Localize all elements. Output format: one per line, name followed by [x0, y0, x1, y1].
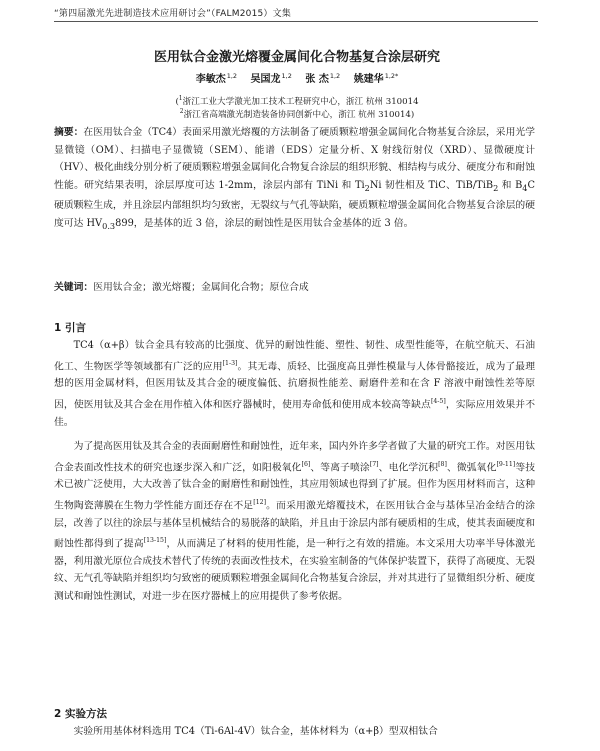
subscript: 0.3	[102, 220, 116, 231]
abstract	[54, 124, 535, 235]
paragraph-text: 。而采用激光熔覆技术，在医用钛合金与基体呈冶金结合的涂层，改善了以往的涂层与基体呈机械结合的易脱落的缺陷，并且由于涂层内部有硬质相的生成，使其表面硬度和耐蚀性都得到了提高	[54, 500, 536, 550]
paragraph-text: 、等离子喷涂	[310, 461, 370, 473]
methods-body: 实验所用基体材料选用 TC4（Ti-6Al-4V）钛合金，基体材料为（α+β）型双相钛合	[73, 726, 438, 737]
abstract-text: 和 B	[498, 179, 523, 191]
keywords	[54, 280, 535, 296]
affiliation-mark: 1	[178, 95, 183, 103]
paragraph	[54, 438, 535, 605]
author-name	[353, 71, 399, 85]
citation: [4-5]	[430, 397, 446, 405]
author-affiliation-mark: 1,2*	[384, 71, 399, 80]
paper-title: 医用钛合金激光熔覆金属间化合物基复合涂层研究	[153, 50, 440, 65]
citation: [7]	[369, 460, 379, 468]
paragraph-text: 为了提高医用钛及其合金的表面耐磨性和耐蚀性，近年来，国内外许多学者做了大量的研究工作。对医用钛合金表面改性技术的研究也逐步深入和广泛，如阳极氧化	[54, 441, 535, 473]
citation: [12]	[253, 498, 266, 506]
author-affiliation-mark: 1,2	[281, 71, 292, 80]
paragraph-text: 。其无毒、质轻、比强度高且弹性模量与人体骨骼接近，成为了最理想的医用金属材料，但医用钛及其合金的硬度偏低、抗磨损性能差、耐磨件差和在含 F 溶液中耐蚀性差等原因，使医用钛及其合金在用作植入体和医疗器械时，使用寿命低和使用成本较高等缺点	[54, 360, 536, 411]
author-name	[195, 71, 238, 85]
subscript: 4	[522, 182, 528, 193]
paragraph-text: 、电化学沉积	[378, 461, 439, 473]
author-name-text: 姚建华	[353, 74, 384, 85]
author-name-text: 李敏杰	[195, 74, 226, 85]
abstract-label: 摘要：	[54, 127, 84, 138]
author-affiliation-mark: 1,2	[329, 71, 341, 80]
citation: [1-3]	[222, 359, 238, 367]
subscript: 2	[493, 182, 499, 193]
author-name	[305, 71, 341, 85]
author-affiliation-mark: 1,2	[226, 71, 238, 80]
citation: [8]	[438, 460, 447, 468]
affiliation-text: 浙江省高端激光制造装备协同创新中心，浙江 杭州 310014	[183, 110, 411, 120]
author-name-text: 张 杰	[305, 74, 329, 85]
affiliation-mark: 2	[179, 108, 184, 116]
paragraph	[54, 337, 535, 431]
section-heading-introduction: 1 引言	[54, 322, 86, 334]
header-rule	[54, 21, 538, 22]
running-header: “第四届激光先进制造技术应用研讨会”（FALM2015）文集	[54, 9, 292, 19]
abstract-text: 在医用钛合金（TC4）表面采用激光熔覆的方法制备了硬质颗粒增强金属间化合物基复合涂层，采用光学显微镜（OM）、扫描电子显微镜（SEM）、能谱（EDS）定量分析、X 射线衍射仪（XRD）、显微硬度计（HV）、极化曲线分别分析了硬质颗粒增强金属间化合物复合涂层的组织形貌、相结构与成分、硬度分布和耐蚀性能。研究结果表明，涂层厚度可达 1-2mm，涂层内部有 TiNi 和 Ti	[54, 127, 536, 191]
affiliation-2: $^2$浙江省高端激光制造装备协同创新中心，浙江 杭州 310014)	[179, 108, 415, 120]
citation: [9-11]	[496, 460, 516, 468]
paragraph-text: 等技术已被广泛使用，大大改善了钛合金的耐磨性和耐蚀性，其应用领域也得到了扩展。但作为医用材料而言，这种生物陶瓷薄膜在生物力学性能方面还存在不足	[54, 461, 536, 512]
paragraph-text: ，实际应用效果并不佳。	[54, 399, 536, 428]
paragraph-text: ，从而满足了材料的使用性能，是一种行之有效的措施。本文采用大功率半导体激光器，利用激光原位合成技术替代了传统的表面改性技术，在实验室制备的气体保护装置下，获得了高硬度、无裂纹、无气孔等缺陷并组织均匀致密的硬质颗粒增强金属间化合物基复合涂层，并对其进行了显微组织分析、硬度测试和耐蚀性测试，对进一步在医疗器械上的应用提供了参考依据。	[54, 538, 536, 602]
keywords-label: 关键词：	[54, 282, 94, 293]
keywords-text: 医用钛合金；激光熔覆；金属间化合物；原位合成	[93, 282, 309, 293]
paragraph-text: 、微弧氧化	[446, 461, 497, 473]
author-list	[54, 70, 540, 85]
abstract-text: Ni 韧性相及 TiC、TiB/TiB	[369, 179, 494, 191]
author-name-text: 吴国龙	[250, 74, 281, 85]
affiliation-1: ($^1$浙江工业大学激光加工技术工程研究中心，浙江 杭州 310014	[175, 95, 419, 107]
subscript: 2	[364, 182, 370, 193]
affiliation-text: 浙江工业大学激光加工技术工程研究中心，浙江 杭州 310014	[182, 97, 419, 107]
paragraph-text: TC4（α+β）钛合金具有较高的比强度、优异的耐蚀性能、塑性、韧性、成型性能等，在航空航天、石油化工、生物医学等领域都有广泛的应用	[54, 340, 535, 372]
abstract-text: C 硬质颗粒生成，并且涂层内部组织均匀致密，无裂纹与气孔等缺陷，硬质颗粒增强金属间化合物基复合涂层的硬度可达 HV	[54, 179, 535, 229]
author-name	[250, 71, 292, 85]
citation: [13-15]	[143, 537, 167, 545]
citation: [6]	[301, 460, 311, 468]
section-heading-methods: 2 实验方法	[54, 708, 107, 720]
introduction-body	[54, 337, 535, 612]
abstract-text: 899，是基体的近 3 倍，涂层的耐蚀性是医用钛合金基体的近 3 倍。	[115, 217, 414, 229]
